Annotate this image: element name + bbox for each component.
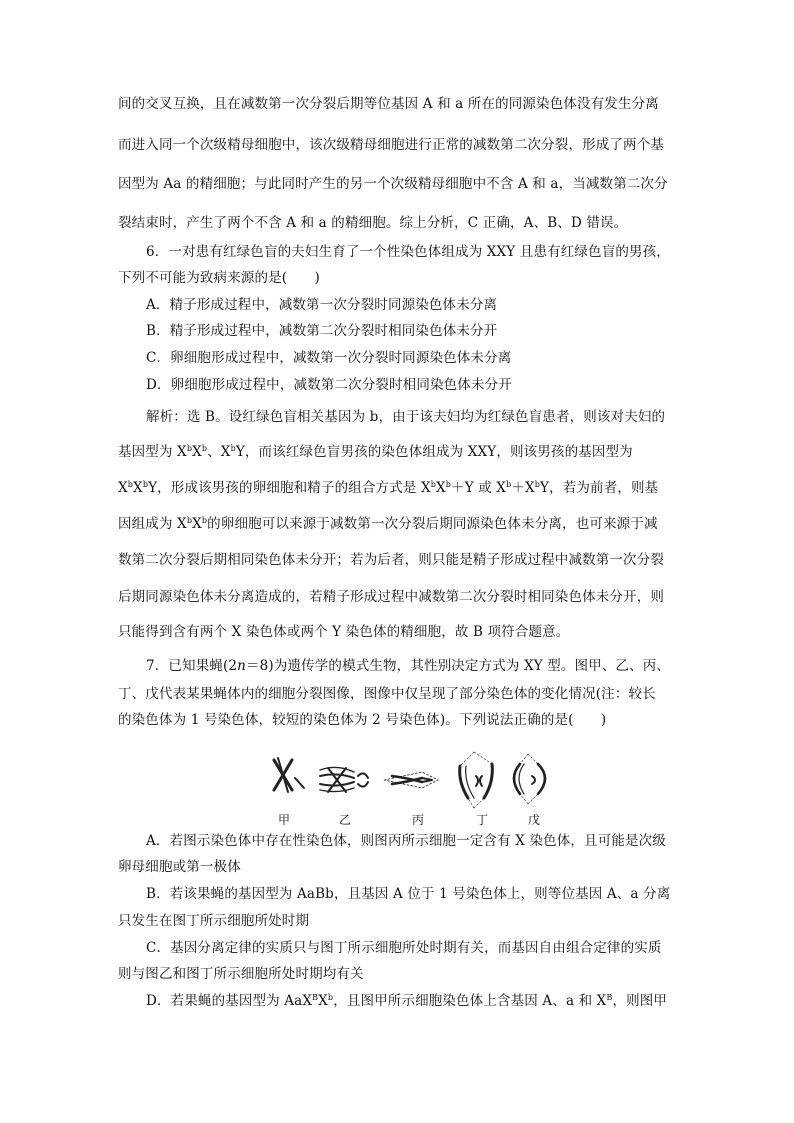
- question-6-option-c: C．卵细胞形成过程中，减数第一次分裂时同源染色体未分离: [146, 350, 512, 366]
- figure-label-bing: 丙: [412, 813, 425, 827]
- question-7-option-c: 则与图乙和图丁所示细胞所处时期均有关: [118, 966, 364, 982]
- cell-bing-chromosomes: [384, 772, 438, 788]
- question-7-option-d: D．若果蝇的基因型为 $AaX^BX^b$，且图甲所示细胞染色体上含基因 A、a 和 $X^B$，则图甲: [146, 993, 668, 1009]
- analysis-line: 因组成为 $X^bX^b$的卵细胞可以来源于减数第一次分裂后期同源染色体未分离，也可来源于减: [118, 516, 658, 532]
- cell-wu-chromosomes: [514, 754, 545, 804]
- question-7-option-c: C．基因分离定律的实质只与图丁所示细胞所处时期有关，而基因自由组合定律的实质: [146, 940, 662, 956]
- analysis-line: 解析：选 B。设红绿色盲相关基因为 b，由于该夫妇均为红绿色盲患者，则该对夫妇的: [146, 409, 666, 425]
- analysis-line: $X^bX^bY$，形成该男孩的卵细胞和精子的组合方式是 $X^bX^b+Y$ 或 $X^b+X^bY$，若为前者，则基: [118, 480, 659, 496]
- question-6-option-a: A．精子形成过程中，减数第一次分裂时同源染色体未分离: [146, 297, 498, 313]
- figure-label-wu: 戊: [528, 813, 541, 827]
- analysis-line: 基因型为 $X^bX^b$、$X^bY$，而该红绿色盲男孩的染色体组成为 XXY，则该男孩的基因型为: [118, 444, 633, 460]
- cell-yi-chromosomes: [320, 767, 368, 792]
- solution-line: 而进入同一个次级精母细胞中，该次级精母细胞进行正常的减数第二次分裂，形成了两个基: [118, 137, 664, 153]
- figure-label-ding: 丁: [476, 813, 489, 827]
- solution-line: 裂结束时，产生了两个不含 A 和 a 的精细胞。综上分析，C 正确，A、B、D 错误。: [118, 215, 628, 231]
- figure-label-jia: 甲: [278, 813, 291, 827]
- question-7-stem: 丁、戊代表某果蝇体内的细胞分裂图像，图像中仅呈现了部分染色体的变化情况(注：较长: [118, 686, 656, 702]
- cell-jia-chromosomes: [274, 758, 304, 792]
- question-7-option-a: A．若图示染色体中存在性染色体，则图丙所示细胞一定含有 X 染色体，且可能是次级: [146, 833, 666, 849]
- question-6-stem: 6．一对患有红绿色盲的夫妇生育了一个性染色体组成为 XXY 且患有红绿色盲的男孩，: [146, 244, 670, 260]
- question-6-option-b: B．精子形成过程中，减数第二次分裂时相同染色体未分开: [146, 323, 498, 339]
- question-6-stem: 下列不可能为致病来源的是( ): [118, 270, 320, 286]
- cell-ding-chromosomes: [460, 752, 493, 808]
- question-7-option-b: 只发生在图丁所示细胞所处时期: [118, 913, 310, 929]
- question-7-stem: 的染色体为 1 号染色体，较短的染色体为 2 号染色体)。下列说法正确的是( ): [118, 712, 607, 728]
- analysis-line: 数第二次分裂后期相同染色体未分开；若为后者，则只能是精子形成过程中减数第一次分裂: [118, 552, 664, 568]
- solution-line: 因型为 Aa 的精细胞；与此同时产生的另一个次级精母细胞中不含 A 和 a，当减数第二次分: [118, 176, 668, 192]
- question-6-option-d: D．卵细胞形成过程中，减数第二次分裂时相同染色体未分开: [146, 377, 512, 393]
- question-7-stem: 7．已知果蝇(2n＝8)为遗传学的模式生物，其性别决定方式为 XY 型。图甲、乙、丙、: [146, 658, 671, 674]
- cell-division-figure: [262, 742, 552, 822]
- question-7-option-a: 卵母细胞或第一极体: [118, 859, 241, 875]
- analysis-line: 后期同源染色体未分离造成的，若精子形成过程中减数第二次分裂时相同染色体未分开，则: [118, 589, 664, 605]
- solution-line: 间的交叉互换，且在减数第一次分裂后期等位基因 A 和 a 所在的同源染色体没有发生分离: [118, 96, 659, 112]
- figure-label-yi: 乙: [339, 813, 352, 827]
- analysis-line: 只能得到含有两个 X 染色体或两个 Y 染色体的精细胞，故 B 项符合题意。: [118, 624, 570, 640]
- question-7-option-b: B．若该果蝇的基因型为 AaBb，且基因 A 位于 1 号染色体上，则等位基因 A、a 分离: [146, 886, 671, 902]
